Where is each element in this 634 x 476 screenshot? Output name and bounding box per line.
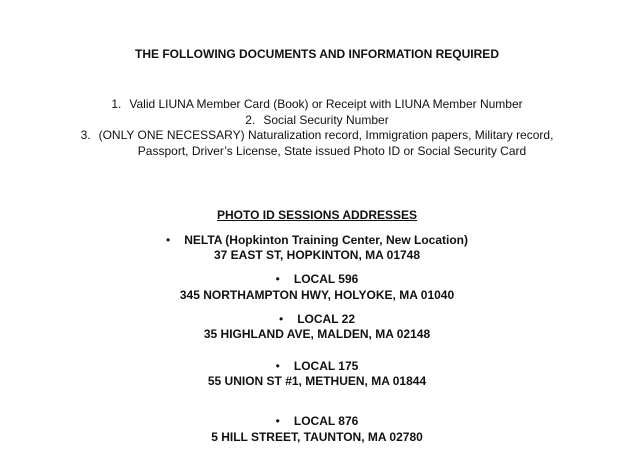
- requirement-item-1: [0, 97, 634, 111]
- location-name: LOCAL 596: [293, 272, 359, 286]
- bullet-icon: •: [275, 414, 280, 428]
- location-name-row: [0, 312, 634, 326]
- document-heading: THE FOLLOWING DOCUMENTS AND INFORMATION REQUIRED: [135, 47, 499, 61]
- location-name-row: [0, 414, 634, 428]
- location-name: LOCAL 175: [293, 359, 359, 373]
- location-name: NELTA (Hopkinton Training Center, New Location): [184, 233, 468, 247]
- bullet-icon: •: [275, 272, 280, 286]
- requirement-number: 2.: [245, 113, 256, 127]
- sessions-heading-text: PHOTO ID SESSIONS ADDRESSES: [216, 208, 418, 222]
- requirement-text: (ONLY ONE NECESSARY) Naturalization record, Immigration papers, Military record,: [98, 128, 554, 142]
- location-address: 35 HIGHLAND AVE, MALDEN, MA 02148: [203, 327, 431, 341]
- requirement-number: 1.: [111, 97, 122, 111]
- location-address: 5 HILL STREET, TAUNTON, MA 02780: [211, 430, 423, 444]
- location-address: 55 UNION ST #1, METHUEN, MA 01844: [207, 374, 427, 388]
- requirement-text: Social Security Number: [263, 113, 389, 127]
- location-name: LOCAL 876: [293, 414, 359, 428]
- requirement-item-3-continuation: Passport, Driver’s License, State issued Photo ID or Social Security Card: [137, 144, 527, 158]
- location-name-row: [0, 359, 634, 373]
- location-address: 345 NORTHAMPTON HWY, HOLYOKE, MA 01040: [179, 288, 455, 302]
- location-name: LOCAL 22: [297, 312, 355, 326]
- location-name-row: [0, 233, 634, 247]
- bullet-icon: •: [275, 359, 280, 373]
- bullet-icon: •: [279, 312, 284, 326]
- location-address: 37 EAST ST, HOPKINTON, MA 01748: [213, 248, 421, 262]
- sessions-heading: [0, 208, 634, 222]
- requirement-text: Valid LIUNA Member Card (Book) or Receipt with LIUNA Member Number: [129, 97, 523, 111]
- requirement-item-3: [0, 128, 634, 142]
- requirement-number: 3.: [80, 128, 91, 142]
- location-name-row: [0, 272, 634, 286]
- requirement-item-2: [0, 113, 634, 127]
- bullet-icon: •: [166, 233, 171, 247]
